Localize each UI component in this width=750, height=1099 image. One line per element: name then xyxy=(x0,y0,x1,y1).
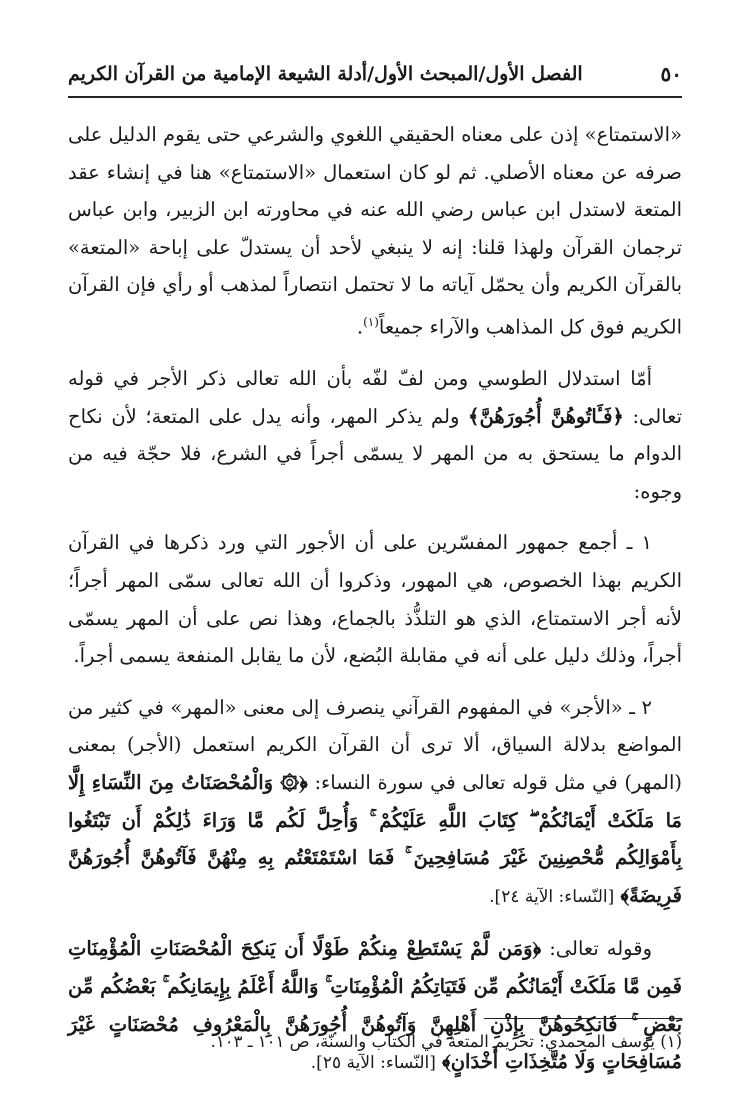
paragraph-3: ١ ـ أجمع جمهور المفسّرين على أن الأجور التي ورد ذكرها في القرآن الكريم بهذا الخصوص، هي المهور، وذكروا أن الله تعالى سمّى المهر أجراً؛ لأنه أجر الاستمتاع، الذي هو التلذُّذ بالجماع، وهذا نص على أن المهر يسمّى أجراً، وذلك دليل على أنه في مقابلة البُضع، لأن ما يقابل المنفعة يسمى أجراً. xyxy=(68,531,682,668)
paragraph-2 xyxy=(68,360,682,510)
page-header xyxy=(68,58,682,98)
verse-reference-25: [النّساء: الآية ٢٥]. xyxy=(310,1053,436,1074)
paragraph-1-text: «الاستمتاع» إذن على معناه الحقيقي اللغوي والشرعي حتى يقوم الدليل على صرفه عن معناه الأصلي. ثم لو كان استعمال «الاستمتاع» هنا في إنشاء عقد المتعة لاستدل ابن عباس رضي الله عنه في محاورته ابن الزبير، وابن عباس ترجمان القرآن ولهذا قلنا: إنه لا ينبغي لأحد أن يستدلّ على إباحة «المتعة» بالقرآن الكريم وأن يحمّل آياته ما لا تحتمل انتصاراً لمذهب أو رأي فإن القرآن الكريم فوق كل المذاهب والآراء جميعاً xyxy=(68,123,682,339)
paragraph-1 xyxy=(68,116,682,346)
main-text xyxy=(68,116,682,1097)
quran-verse-nisa-24: ﴿۞ وَالْمُحْصَنَاتُ مِنَ النِّسَاءِ إِلَّا مَا مَلَكَتْ أَيْمَانُكُمْ ۖ كِتَابَ اللَّهِ عَلَيْكُمْ ۚ وَأُحِلَّ لَكُم مَّا وَرَاءَ ذَٰلِكُمْ أَن تَبْتَغُوا بِأَمْوَالِكُم مُّحْصِنِينَ غَيْرَ مُسَافِحِينَ ۚ فَمَا اسْتَمْتَعْتُم بِهِ مِنْهُنَّ فَآتُوهُنَّ أُجُورَهُنَّ فَرِيضَةً﴾ xyxy=(68,771,682,907)
paragraph-2-text-b: ولم يذكر المهر، وأنه يدل على المتعة؛ لأن نكاح الدوام ما يستحق به من المهر لا يسمّى أجراً في الشرع، فلا حجّة فيه من وجوه: xyxy=(68,404,682,503)
paragraph-2-text-a: أمّا استدلال الطوسي ومن لفّ لفّه بأن الله تعالى ذكر الأجر في قوله تعالى: xyxy=(68,367,683,428)
footnote-divider xyxy=(484,1018,682,1019)
paragraph-5-text: وقوله تعالى: xyxy=(549,937,652,961)
paragraph-5 xyxy=(68,930,682,1082)
paragraph-1-end: . xyxy=(356,315,364,339)
verse-reference-24: [النّساء: الآية ٢٤]. xyxy=(489,886,615,907)
page-number: ٥٠ xyxy=(660,62,682,86)
paragraph-4-text: ٢ ـ «الأجر» في المفهوم القرآني ينصرف إلى معنى «المهر» في كثير من المواضع بدلالة السياق، ألا ترى أن القرآن الكريم استعمل (الأجر) بمعنى (المهر) في مثل قوله تعالى في سورة النساء: xyxy=(68,695,682,794)
quran-verse-nisa-25: ﴿وَمَن لَّمْ يَسْتَطِعْ مِنكُمْ طَوْلًا أَن يَنكِحَ الْمُحْصَنَاتِ الْمُؤْمِنَاتِ فَمِن مَّا مَلَكَتْ أَيْمَانُكُم مِّن فَتَيَاتِكُمُ الْمُؤْمِنَاتِ ۚ وَاللَّهُ أَعْلَمُ بِإِيمَانِكُم ۚ بَعْضُكُم مِّن بَعْضٍ ۚ فَانكِحُوهُنَّ بِإِذْنِ أَهْلِهِنَّ وَآتُوهُنَّ أُجُورَهُنَّ بِالْمَعْرُوفِ مُحْصَنَاتٍ غَيْرَ مُسَافِحَاتٍ وَلَا مُتَّخِذَاتِ أَخْدَانٍ﴾ xyxy=(68,937,682,1074)
footnote-marker: (١) xyxy=(363,314,379,329)
running-title: الفصل الأول/المبحث الأول/أدلة الشيعة الإمامية من القرآن الكريم xyxy=(68,63,583,85)
quran-verse-inline: ﴿فَـَٔاتُوهُنَّ أُجُورَهُنَّ﴾ xyxy=(468,404,624,428)
footnote: (١) يوسف المحمدي: تحريم المتعة في الكتاب والسنّة، ص ١٠١ ـ ١٠٣. xyxy=(210,1032,682,1051)
paragraph-4 xyxy=(68,689,682,917)
